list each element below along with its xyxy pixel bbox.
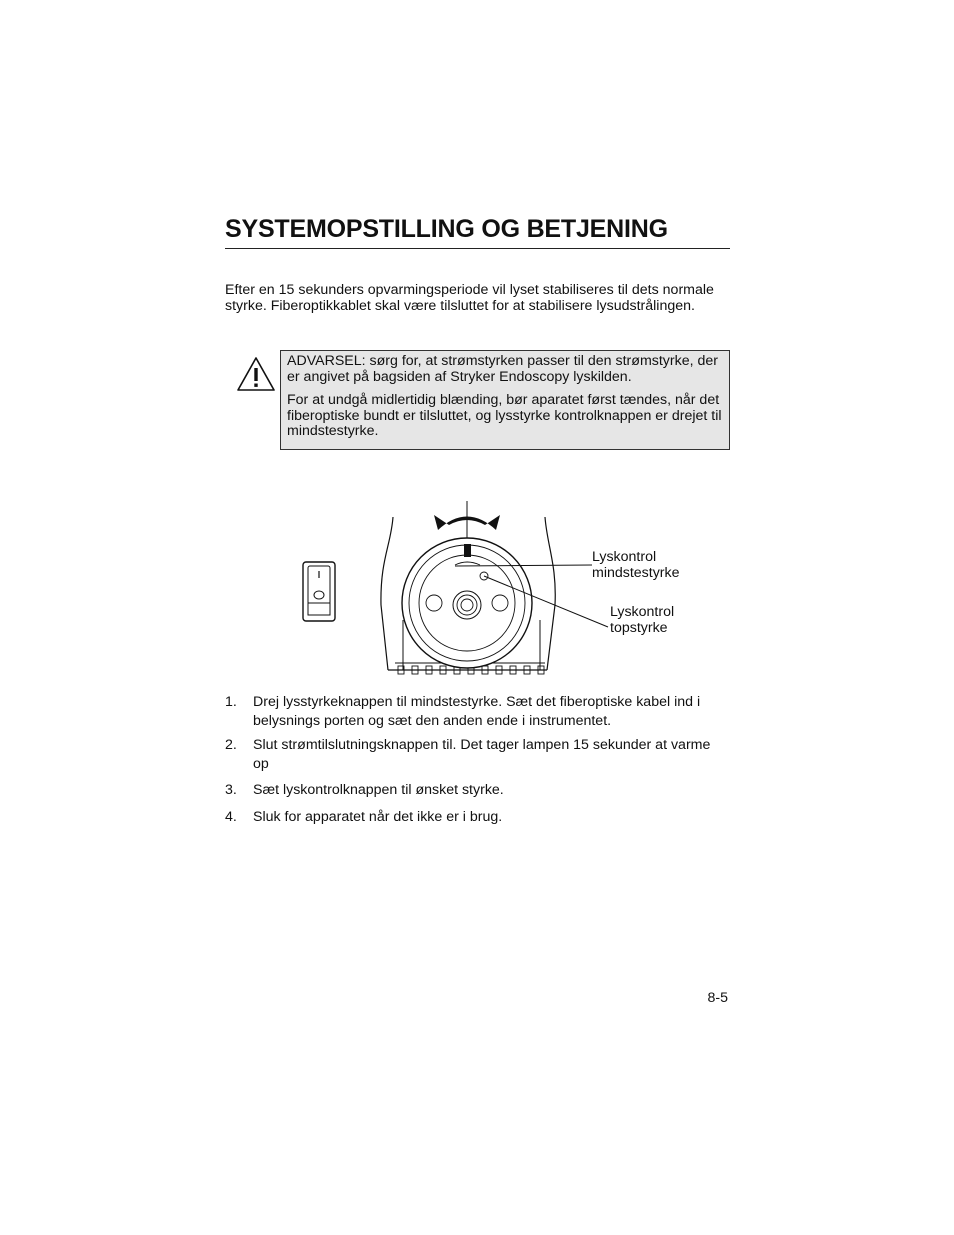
step-item: [225, 736, 725, 773]
light-control-diagram: [295, 495, 715, 685]
warning-text-1: ADVARSEL: sørg for, at strømstyrken passer til den strømstyrke, der er angivet på bagsiden af Stryker Endoscopy lyskilden.: [287, 353, 718, 385]
step-text: Drej lysstyrkeknappen til mindstestyrke. Sæt det fiberoptiske kabel ind i belysnings porten og sæt den anden ende i instrumentet.: [253, 694, 701, 729]
instruction-steps: [225, 693, 725, 826]
page-number: 8-5: [707, 990, 728, 1006]
step-item: [225, 808, 725, 827]
step-text: Sluk for apparatet når det ikke er i brug.: [253, 808, 503, 825]
callout-max-intensity: [610, 604, 674, 636]
callout-min-intensity: [592, 549, 680, 581]
callout-2-line-2: topstyrke: [610, 620, 668, 636]
light-control-knob: [402, 538, 532, 668]
page-title: SYSTEMOPSTILLING OG BETJENING: [225, 214, 730, 249]
warning-text-2: For at undgå midlertidig blænding, bør aparatet først tændes, når det fiberoptiske bundt er tilsluttet, og lysstyrke kontrolknappen er drejet til mindstestyrke.: [287, 392, 722, 439]
step-number: 3.: [225, 782, 237, 798]
step-text: Slut strømtilslutningsknappen til. Det tager lampen 15 sekunder at varme op: [253, 737, 711, 772]
callout-1-line-2: mindstestyrke: [592, 565, 680, 581]
step-number: 1.: [225, 694, 237, 710]
power-switch-illustration: [303, 562, 335, 621]
callout-2-line-1: Lyskontrol: [610, 604, 675, 620]
step-number: 4.: [225, 808, 237, 825]
warning-box: [280, 350, 730, 450]
intro-paragraph: Efter en 15 sekunders opvarmingsperiode vil lyset stabiliseres til dets normale styrke. Fiberoptikkablet skal være tilsluttet for at stabilisere lysudstrålingen.: [225, 282, 714, 314]
step-number: 2.: [225, 737, 237, 753]
step-item: [225, 693, 725, 730]
step-item: [225, 781, 725, 800]
step-text: Sæt lyskontrolknappen til ønsket styrke.: [253, 782, 504, 798]
warning-triangle-icon: [236, 356, 276, 392]
callout-1-line-1: Lyskontrol: [592, 549, 657, 565]
